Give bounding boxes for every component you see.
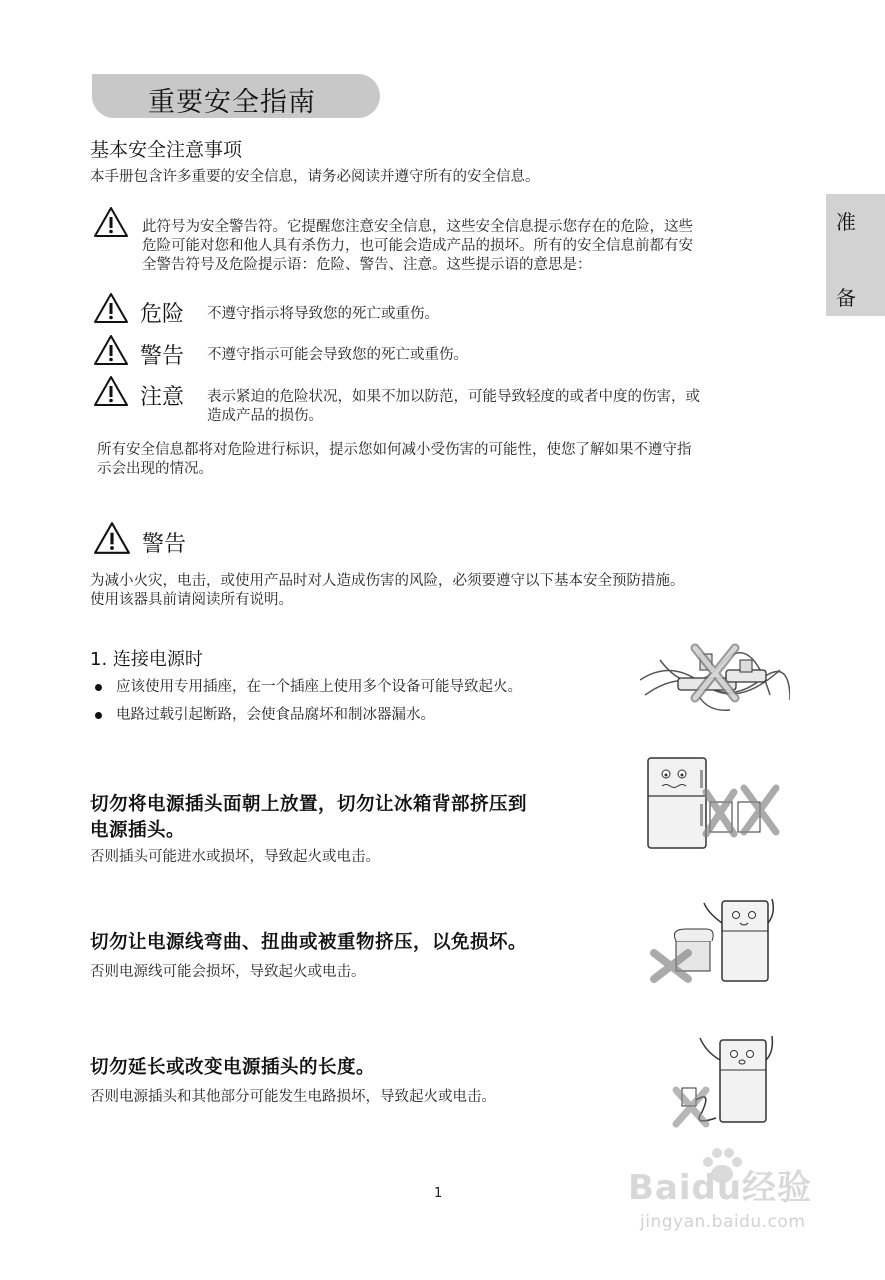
alert-line: 此符号为安全警告符。它提醒您注意安全信息，这些安全信息提示您存在的危险，这些: [142, 219, 693, 235]
watermark-brand: Baidu经验: [628, 1168, 813, 1208]
side-tab: [826, 194, 885, 316]
power-strip-overload-illustration: [640, 640, 790, 712]
warning-line: 使用该器具前请阅读所有说明。: [90, 592, 293, 608]
fridge-plug-illustration: [640, 752, 782, 852]
warning-triangle-icon: [93, 334, 129, 366]
summary-line: 示会出现的情况。: [97, 461, 213, 477]
section-heading: 基本安全注意事项: [90, 139, 243, 161]
warning-section-label: 警告: [142, 532, 187, 557]
alert-description: [142, 218, 792, 275]
warning-text: 不遵守指示可能会导致您的死亡或重伤。: [207, 347, 468, 363]
caution-label: 注意: [140, 385, 185, 410]
bullet-dot: [95, 684, 102, 691]
warning-triangle-icon: [93, 206, 129, 238]
item-heading: 切勿让电源线弯曲、扭曲或被重物挤压，以免损坏。: [90, 932, 528, 953]
bullet-text: 电路过载引起断路，会使食品腐坏和制冰器漏水。: [116, 707, 435, 723]
item-text: 否则插头可能进水或损坏，导致起火或电击。: [90, 849, 380, 865]
item-text: 否则电源线可能会损坏，导致起火或电击。: [90, 964, 366, 980]
warning-section-text: [90, 572, 810, 610]
page-number: 1: [434, 1186, 443, 1201]
page-title: 重要安全指南: [148, 87, 316, 118]
item-heading: 切勿延长或改变电源插头的长度。: [90, 1057, 376, 1078]
bullet-dot: [95, 712, 102, 719]
warning-line: 为减小火灾，电击，或使用产品时对人造成伤害的风险，必须要遵守以下基本安全预防措施。: [90, 573, 685, 589]
caution-line: 表示紧迫的危险状况，如果不加以防范，可能导致轻度的或者中度的伤害，或: [207, 389, 700, 405]
item-heading: [90, 792, 527, 844]
side-tab-char-2: 备: [836, 286, 856, 310]
warning-triangle-icon: [93, 521, 131, 555]
item-heading: 1. 连接电源时: [90, 649, 203, 670]
warning-label: 警告: [140, 344, 185, 369]
danger-label: 危险: [140, 302, 185, 327]
page-title-banner: [92, 74, 380, 118]
alert-line: 全警告符号及危险提示语：危险、警告、注意。这些提示语的意思是：: [142, 257, 592, 273]
warning-triangle-icon: [93, 375, 129, 407]
alert-line: 危险可能对您和他人具有杀伤力，也可能会造成产品的损坏。所有的安全信息前都有安: [142, 238, 693, 254]
section-intro: 本手册包含许多重要的安全信息，请务必阅读并遵守所有的安全信息。: [90, 169, 540, 185]
summary-line: 所有安全信息都将对危险进行标识，提示您如何减小受伤害的可能性，使您了解如果不遵守指: [97, 442, 692, 458]
bullet-text: 应该使用专用插座，在一个插座上使用多个设备可能导致起火。: [116, 679, 522, 695]
item-heading-line: 电源插头。: [90, 820, 186, 841]
crushed-cord-illustration: [648, 893, 780, 985]
caution-text: [207, 388, 807, 426]
side-tab-char-1: 准: [836, 210, 856, 234]
caution-line: 造成产品的损伤。: [207, 408, 323, 424]
danger-text: 不遵守指示将导致您的死亡或重伤。: [207, 306, 439, 322]
item-text: 否则电源插头和其他部分可能发生电路损坏，导致起火或电击。: [90, 1089, 496, 1105]
warning-triangle-icon: [93, 292, 129, 324]
item-heading-line: 切勿将电源插头面朝上放置，切勿让冰箱背部挤压到: [90, 794, 528, 815]
summary-text: [97, 441, 797, 479]
watermark-url: jingyan.baidu.com: [640, 1212, 806, 1232]
extension-cord-illustration: [672, 1030, 778, 1128]
